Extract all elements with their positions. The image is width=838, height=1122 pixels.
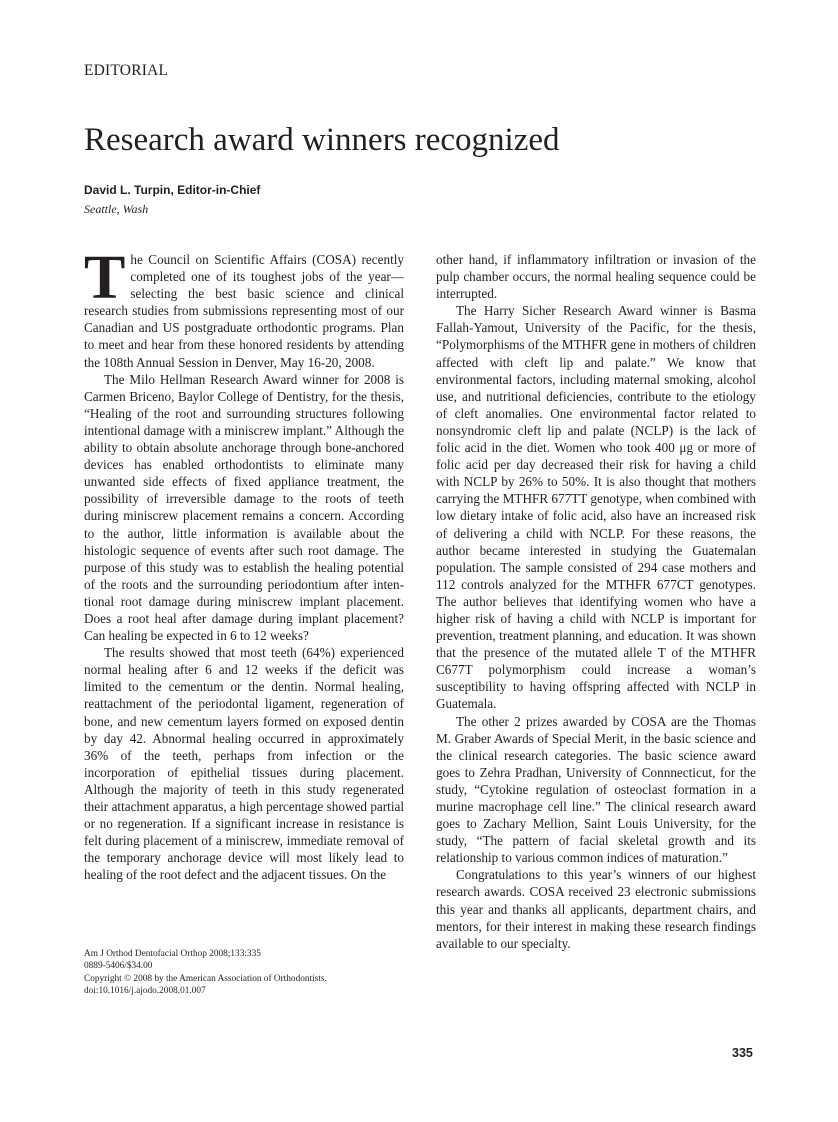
paragraph-hellman-award: The Milo Hellman Research Award winner for 2008 is Carmen Briceno, Baylor College of Dentistry, for the thesis, “Healing of the root and surrounding structures following intentional damage with a miniscrew implant.” Although the ability to obtain absolute anchorage through bone-anchored devices has enabled orthodontists to eliminate many unwanted side effects of fixed appliance treatment, the possibility of irreversible damage to the roots of teeth during miniscrew placement remains a concern. According to the author, little information is available about the histologic sequence of events after such root damage. The purpose of this study was to establish the healing potential of the roots and the surrounding periodontium after intentional root damage during miniscrew implant placement. Does a root heal after damage during implant placement? Can healing be expected in 6 to 12 weeks? <box>84 371 404 644</box>
journal-citation: Am J Orthod Dentofacial Orthop 2008;133:335 <box>84 949 261 959</box>
drop-cap: T <box>84 244 126 312</box>
paragraph-congratulations: Congratulations to this year’s winners of our highest research awards. COSA received 23 electronic submissions this year and thanks all applicants, department chairs, and mentors, for their interest in making these research findings available to our specialty. <box>436 867 756 951</box>
paragraph-sicher-award: The Harry Sicher Research Award winner is Basma Fallah-Yamout, University of the Pacific, for the thesis, “Polymorphisms of the MTHFR gene in mothers of children affected with cleft lip and palate.” We know that environmental factors, including maternal smoking, alcohol use, and nutritional deficiencies, contribute to the etiology of cleft anomalies. One environmental factor related to nonsyndromic cleft lip and palate (NCLP) is the lack of folic acid in the diet. Women who took 400 μg or more of folic acid per day decreased their risk for having a child with NCLP by 26% to 50%. It is also thought that mothers carrying the MTHFR 677TT genotype, when combined with low dietary intake of folic acid, also have an increased risk of delivering a child with NCLP. For these reasons, the author became interested in studying the Guatemalan population. The sample consisted of 294 case mothers and 112 controls analyzed for the MTHFR 677CT genotypes. The author believes that identifying women who have a higher risk of having a child with NCLP is important for prevention, treatment planning, and education. It was shown that the presence of the mutated allele T of the MTHFR C677T polymorphism could increase a woman’s susceptibility to having offspring affected with NCLP in Guatemala. <box>436 303 756 712</box>
left-column <box>84 244 404 883</box>
article-title: Research award winners recognized <box>84 122 560 158</box>
right-column <box>436 251 756 952</box>
copyright-notice: Copyright © 2008 by the American Association of Orthodontists. <box>84 973 327 984</box>
paragraph-results-continued: other hand, if inflammatory infiltration or invasion of the pulp chamber occurs, the normal healing sequence could be interrupted. <box>436 252 756 302</box>
author-name: David L. Turpin, Editor-in-Chief <box>84 183 261 197</box>
paragraph-intro-text: he Council on Scientific Affairs (COSA) recently completed one of its toughest jobs of the year—selecting the best basic science and clinical research studies from submissions representing most of our Canadian and US postgraduate orthodontic programs. Plan to meet and hear from these honored residents by attending the 108th Annual Session in Denver, May 16-20, 2008. <box>84 252 404 370</box>
section-label: EDITORIAL <box>84 62 169 79</box>
paragraph-results: The results showed that most teeth (64%) experienced normal healing after 6 and 12 weeks if the deficit was limited to the cementum or the dentin. Normal healing, reattachment of the periodontal ligament, regeneration of bone, and new cementum layers formed on exposed dentin by day 42. Abnormal healing occurred in approximately 36% of the teeth, perhaps from infection or the incorporation of epithelial tissues during placement. Although the majority of teeth in this study regenerated their attachment apparatus, a high percentage showed partial or no regeneration. If a significant increase in resistance is felt during placement of a miniscrew, immediate removal of the temporary anchorage device will most likely lead to healing of the root defect and the adjacent tissues. On the <box>84 645 404 883</box>
publication-footnote <box>84 948 327 997</box>
doi-link[interactable]: doi:10.1016/j.ajodo.2008.01.007 <box>84 985 206 996</box>
paragraph-graber-awards: The other 2 prizes awarded by COSA are the Thomas M. Graber Awards of Special Merit, in the basic science and the clinical research categories. The basic science award goes to Zehra Pradhan, University of Connnecticut, for the study, “Cytokine regulation of osteoclast formation in a murine macrophage cell line.” The clinical research award goes to Zachary Mellion, Saint Louis University, for the study, “The pattern of facial skeletal growth and its relationship to various common indices of maturation.” <box>436 713 756 866</box>
issn-price: 0889-5406/$34.00 <box>84 961 153 972</box>
page-number: 335 <box>732 1046 753 1060</box>
author-affiliation: Seattle, Wash <box>84 202 149 216</box>
paragraph-intro <box>84 244 404 371</box>
